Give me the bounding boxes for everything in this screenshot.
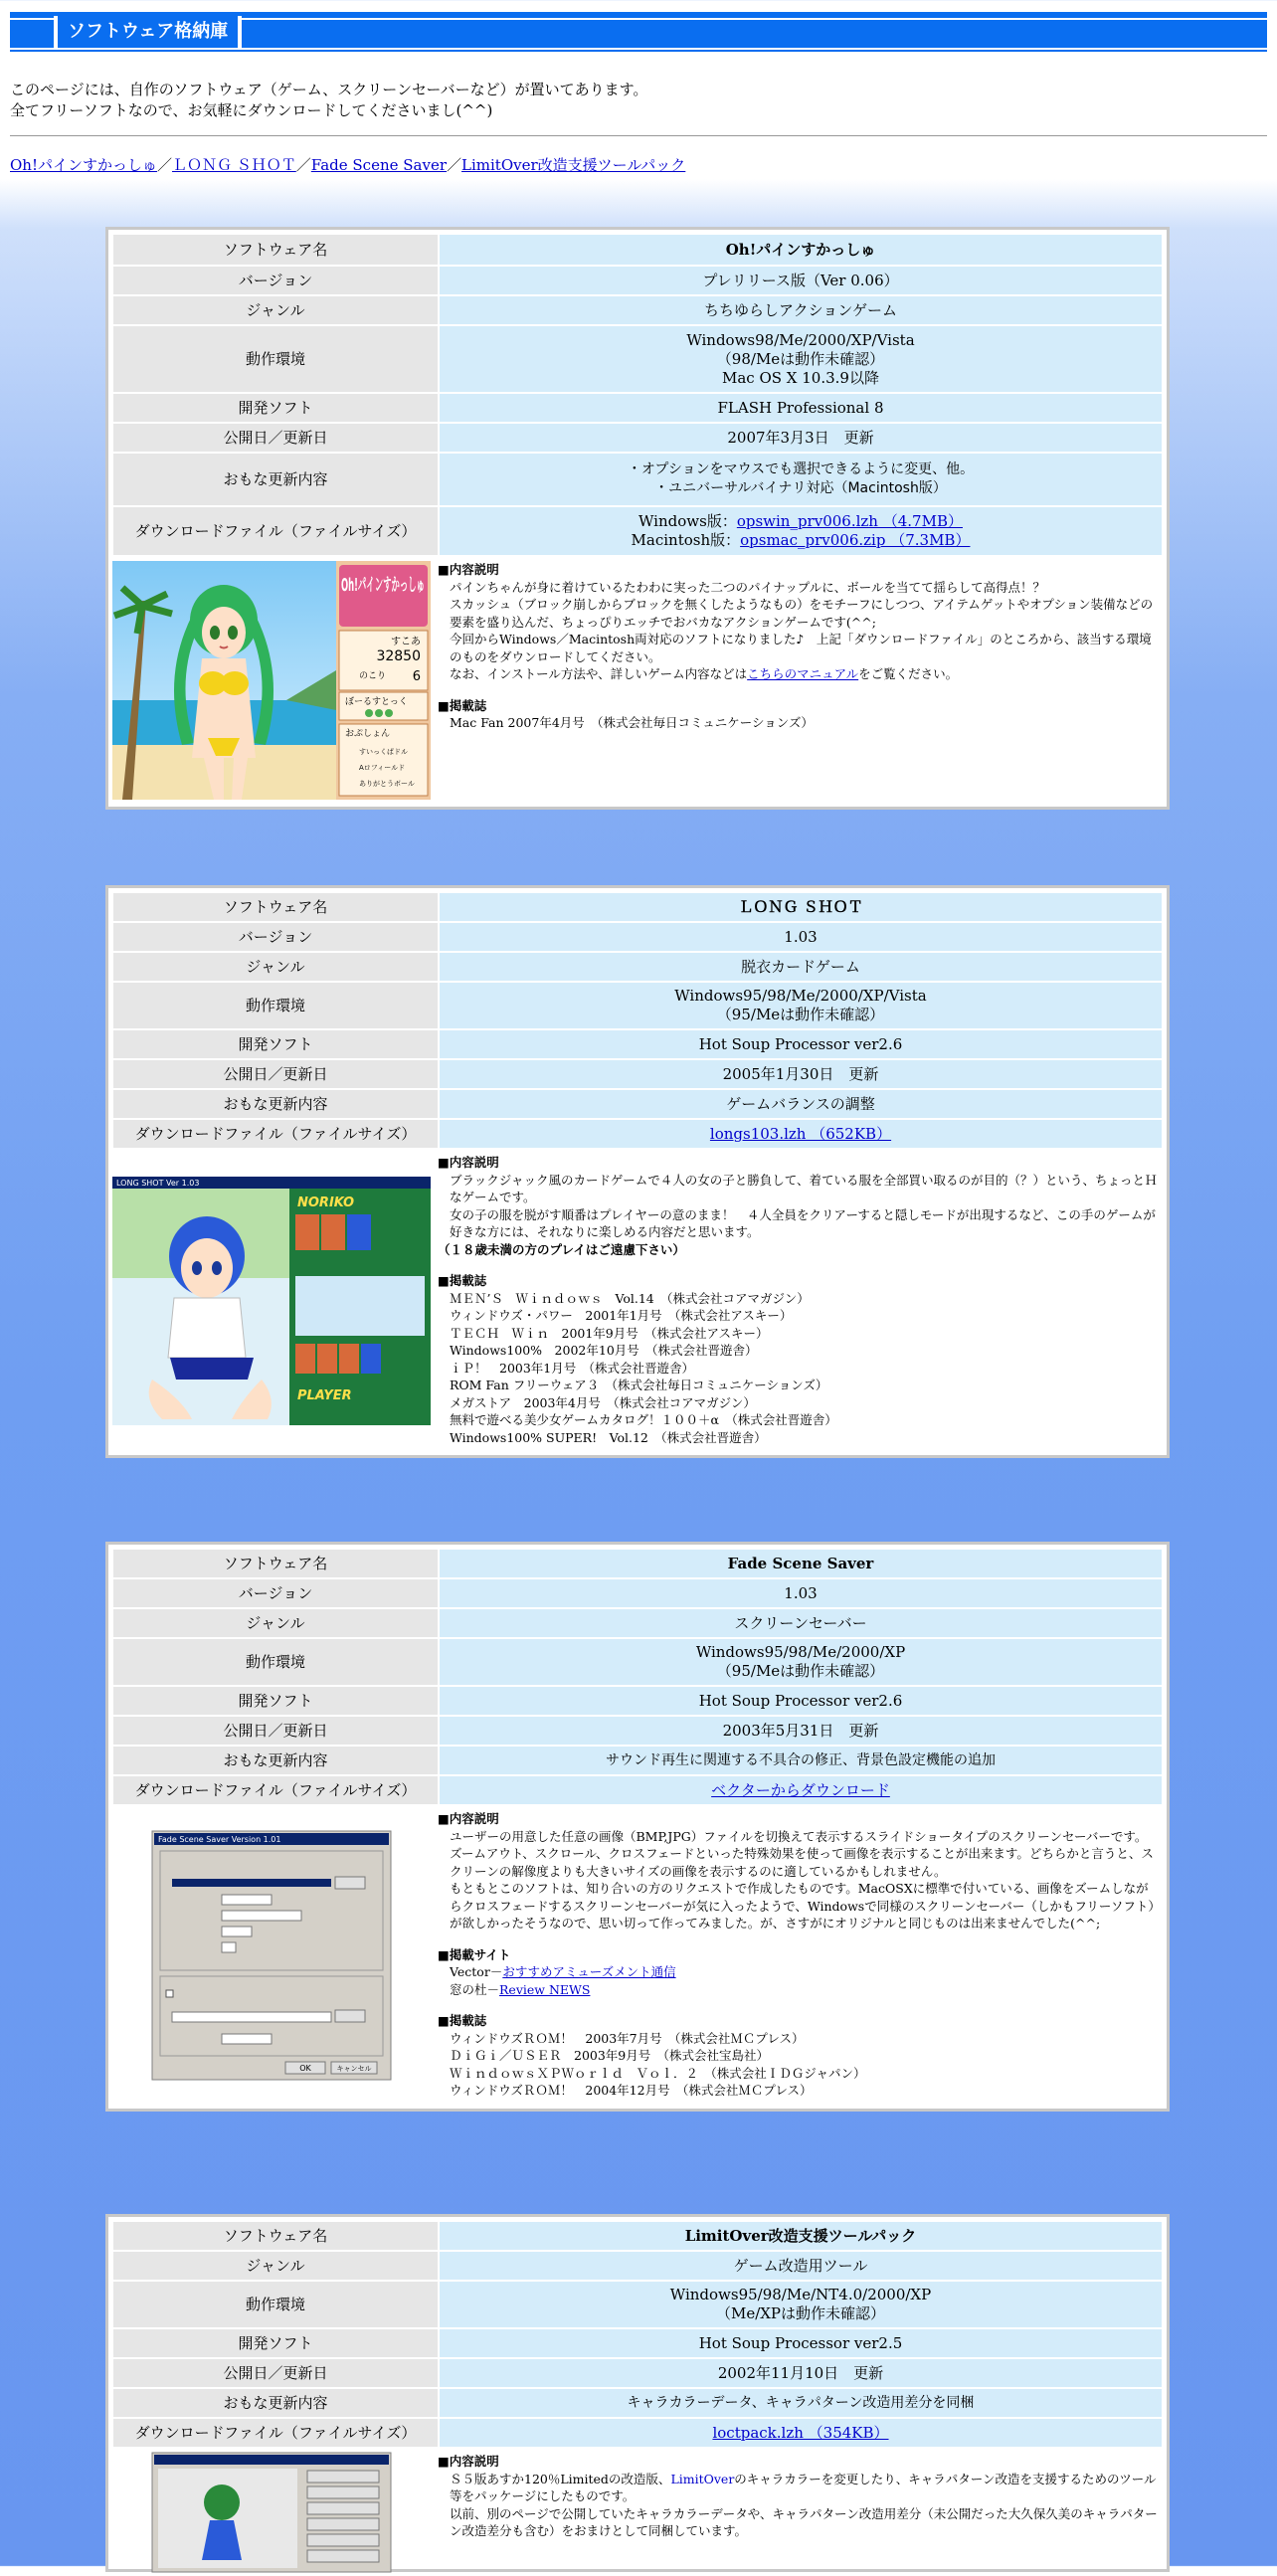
nav-link-pine[interactable]: Oh!パインすかっしゅ [10,156,157,174]
longshot-screenshot [112,1177,431,1425]
download-link[interactable]: loctpack.lzh （354KB） [712,2423,889,2442]
svg-text:おぷしょん: おぷしょん [345,729,391,739]
svg-text:Aロフィールド: Aロフィールド [359,764,406,772]
fade-settings-screenshot [152,1831,391,2080]
software-card-pine [105,227,1170,810]
description: ■内容説明 パインちゃんが身に着けているたわわに実った二つのパイナップルに、ボールを当てて揺らして高得点！？ スカッシュ（ブロック崩しからブロックを無くしたようなもの）をモチーフにしつつ、アイテムゲットやオプション装備などの要素を盛り込んだ、ちょっぴりエッチでおバカなアクションゲームです(^^; 今回からWindows／Macintosh両対応のソフトになりました♪ 上記「ダウンロードファイル」のところから、該当する環境のものをダウンロードしてください。 なお、インストール方法や、詳しいゲーム内容などはこちらのマニュアルをご覧ください。 ■掲載誌 Mac Fan 2007年4月号 （株式会社毎日コミュニケーションズ） [438,562,1154,730]
limitover-tool-screenshot [152,2453,391,2572]
software-card-fade [105,1542,1170,2112]
software-info-table: ソフトウェア名 ＬＯＮＧ ＳＨＯＴ バージョン 1.03 ジャンル 脱衣カードゲーム 動作環境 Windows95/98/Me/2000/XP/Vista （95/Meは動作未確認） 開発ソフト Hot Soup Processor ver2.6 公開日／更新日 2005年1月30日 更新 おもな更新内容 ゲームバランスの調整 ダウンロードファイル（ファイルサイズ） longs103.lzh （652KB） [111,891,1164,1150]
svg-text:のこり: のこり [359,671,387,681]
svg-text:NORIKO: NORIKO [297,1196,355,1210]
download-link[interactable]: longs103.lzh （652KB） [709,1124,892,1143]
svg-text:Fade Scene Saver Version 1.01: Fade Scene Saver Version 1.01 [158,1835,281,1845]
software-card-limitover [105,2214,1170,2572]
software-info-table: ソフトウェア名 Oh!パインすかっしゅ バージョン プレリリース版（Ver 0.06） ジャンル ちちゆらしアクションゲーム 動作環境 Windows98/Me/2000/XP/Vista （98/Meは動作未確認） Mac OS X 10.3.9以降 開発ソフト FLASH Professional 8 公開日／更新日 2007年3月3日 更新 おもな更新内容 ・オプションをマウスでも選択できるように変更、他。 ・ユニバーサルバイナリ対応（Macintosh版） ダウンロードファイル（ファイルサイズ） Windows版：opswin_prv006.lzh （4.7MB） Macintosh版：opsmac_prv006.zip （7.3MB） [111,233,1164,557]
svg-text:ぼーるすとっく: ぼーるすとっく [345,697,408,707]
software-name: Fade Scene Saver [440,1550,1162,1577]
download-link-mac[interactable]: opsmac_prv006.zip （7.3MB） [740,531,971,549]
svg-text:6: 6 [412,669,421,684]
description: ■内容説明 ユーザーの用意した任意の画像（BMP,JPG）ファイルを切換えて表示するスライドショータイプのスクリーンセーバーです。 ズームアウト、スクロール、クロスフェードといった特殊効果を使って画像を表示することが出来ます。どちらかと言うと、スクリーンの解像度よりも大きいサイズの画像を表示するのに適しているかもしれません。 もともとこのソフトは、知り合いの方のリクエストで作成したものです。MacOSXに標準で付いている、画像をズームしながらクロスフェードするスクリーンセーバーが気に入ったようで、Windowsで同様のスクリーンセーバー（しかもフリーソフト）が欲しかったそうなので、思い切って作ってみました。が、さすがにオリジナルと同じものは出来ませんでした(^^; ■掲載サイト Vector－おすすめアミューズメント通信 窓の杜－Review NEWS ■掲載誌 ウィンドウズＲＯＭ！ 2003年7月号 （株式会社ＭＣプレス） ＤｉＧｉ／ＵＳＥＲ 2003年9月号 （株式会社宝島社） ＷｉｎｄｏｗｓＸＰＷｏｒｌｄ Ｖｏｌ．２ （株式会社ＩＤＧジャパン） ウィンドウズＲＯＭ！ 2004年12月号 （株式会社ＭＣプレス） [438,1811,1155,2098]
download-link[interactable]: ベクターからダウンロード [711,1780,890,1799]
page-header [10,12,1267,52]
software-info-table: ソフトウェア名 LimitOver改造支援ツールパック ジャンル ゲーム改造用ツール 動作環境 Windows95/98/Me/NT4.0/2000/XP （Me/XPは動作未確認） 開発ソフト Hot Soup Processor ver2.5 公開日／更新日 2002年11月10日 更新 おもな更新内容 キャラカラーデータ、キャラパターン改造用差分を同梱 ダウンロードファイル（ファイルサイズ） loctpack.lzh （354KB） [111,2220,1164,2449]
divider [10,135,1267,136]
software-info-table: ソフトウェア名 Fade Scene Saver バージョン 1.03 ジャンル スクリーンセーバー 動作環境 Windows95/98/Me/2000/XP （95/Meは動作未確認） 開発ソフト Hot Soup Processor ver2.6 公開日／更新日 2003年5月31日 更新 おもな更新内容 サウンド再生に関連する不具合の修正、背景色設定機能の追加 ダウンロードファイル（ファイルサイズ） ベクターからダウンロード [111,1548,1164,1806]
svg-text:LONG SHOT Ver 1.03: LONG SHOT Ver 1.03 [116,1179,200,1188]
software-card-longshot [105,885,1170,1458]
software-name: Oh!パインすかっしゅ [440,235,1162,265]
pine-screenshot [112,561,431,800]
nav-link-fade[interactable]: Fade Scene Saver [310,156,447,174]
software-name: LimitOver改造支援ツールパック [440,2222,1162,2250]
svg-text:キャンセル: キャンセル [336,2065,372,2074]
description: ■内容説明 ブラックジャック風のカードゲームで４人の女の子と勝負して、着ている服を全部買い取るのが目的（？）という、ちょっとＨなゲームです。 女の子の服を脱がす順番はプレイヤーの意のまま！ ４人全員をクリアーすると隠しモードが出現するなど、この手のゲームが好きな方には、それなりに楽しめる内容だと思います。 （１８歳未満の方のプレイはご遠慮下さい） ■掲載誌 ＭＥＮ’Ｓ Ｗｉｎｄｏｗｓ Vol.14 （株式会社コアマガジン） ウィンドウズ・パワー 2001年1月号 （株式会社アスキー） ＴＥＣＨ Ｗｉｎ 2001年9月号 （株式会社アスキー） Windows100% 2002年10月号 （株式会社晋遊舎） ｉＰ！ 2003年1月号 （株式会社晋遊舎） ROM Fan フリーウェア３ （株式会社毎日コミュニケーションズ） メガストア 2003年4月号 （株式会社コアマガジン） 無料で遊べる美少女ゲームカタログ！１００＋α （株式会社晋遊舎） Windows100% SUPER! Vol.12 （株式会社晋遊舎） [438,1155,1158,1445]
madonomori-review-link[interactable]: Review NEWS [499,1981,591,1997]
svg-text:PLAYER: PLAYER [297,1388,352,1403]
download-link-win[interactable]: opswin_prv006.lzh （4.7MB） [736,512,963,530]
intro-text: このページには、自作のソフトウェア（ゲーム、スクリーンセーバーなど）が置いてあります。 全てフリーソフトなので、お気軽にダウンロードしてくださいまし(^^) [10,81,648,119]
svg-text:すこあ: すこあ [391,637,421,647]
limitover-link[interactable]: LimitOver [670,2471,735,2486]
vector-review-link[interactable]: おすすめアミューズメント通信 [502,1964,676,1979]
description: ■内容説明 Ｓ５版あすか120％Limitedの改造版、LimitOverのキャラカラーを変更したり、キャラパターン改造を支援するためのツール等をパッケージにしたものです。 以前、別のページで公開していたキャラカラーデータや、キャラパターン改造用差分（未公開だった大久保久美のキャラパターン改造差分も含む）をおまけとして同梱しています。 [438,2454,1158,2538]
svg-text:ありがとうボール: ありがとうボール [359,780,415,788]
nav-link-longshot[interactable]: ＬＯＮＧ ＳＨＯＴ [172,156,296,174]
header-stripe [10,48,1267,50]
svg-text:OK: OK [299,2064,311,2074]
software-name: ＬＯＮＧ ＳＨＯＴ [440,893,1162,921]
manual-link[interactable]: こちらのマニュアル [747,666,859,681]
svg-text:32850: 32850 [376,648,421,664]
nav-link-limitover[interactable]: LimitOver改造支援ツールパック [461,156,686,174]
software-nav: Oh!パインすかっしゅ／ＬＯＮＧ ＳＨＯＴ／Fade Scene Saver／LimitOver改造支援ツールパック [10,156,686,174]
svg-text:すいっくぱドル: すいっくぱドル [359,748,408,756]
screenshot-logo: Oh!パインすかっしゅ [341,575,425,596]
page-title: ソフトウェア格納庫 [54,16,242,48]
